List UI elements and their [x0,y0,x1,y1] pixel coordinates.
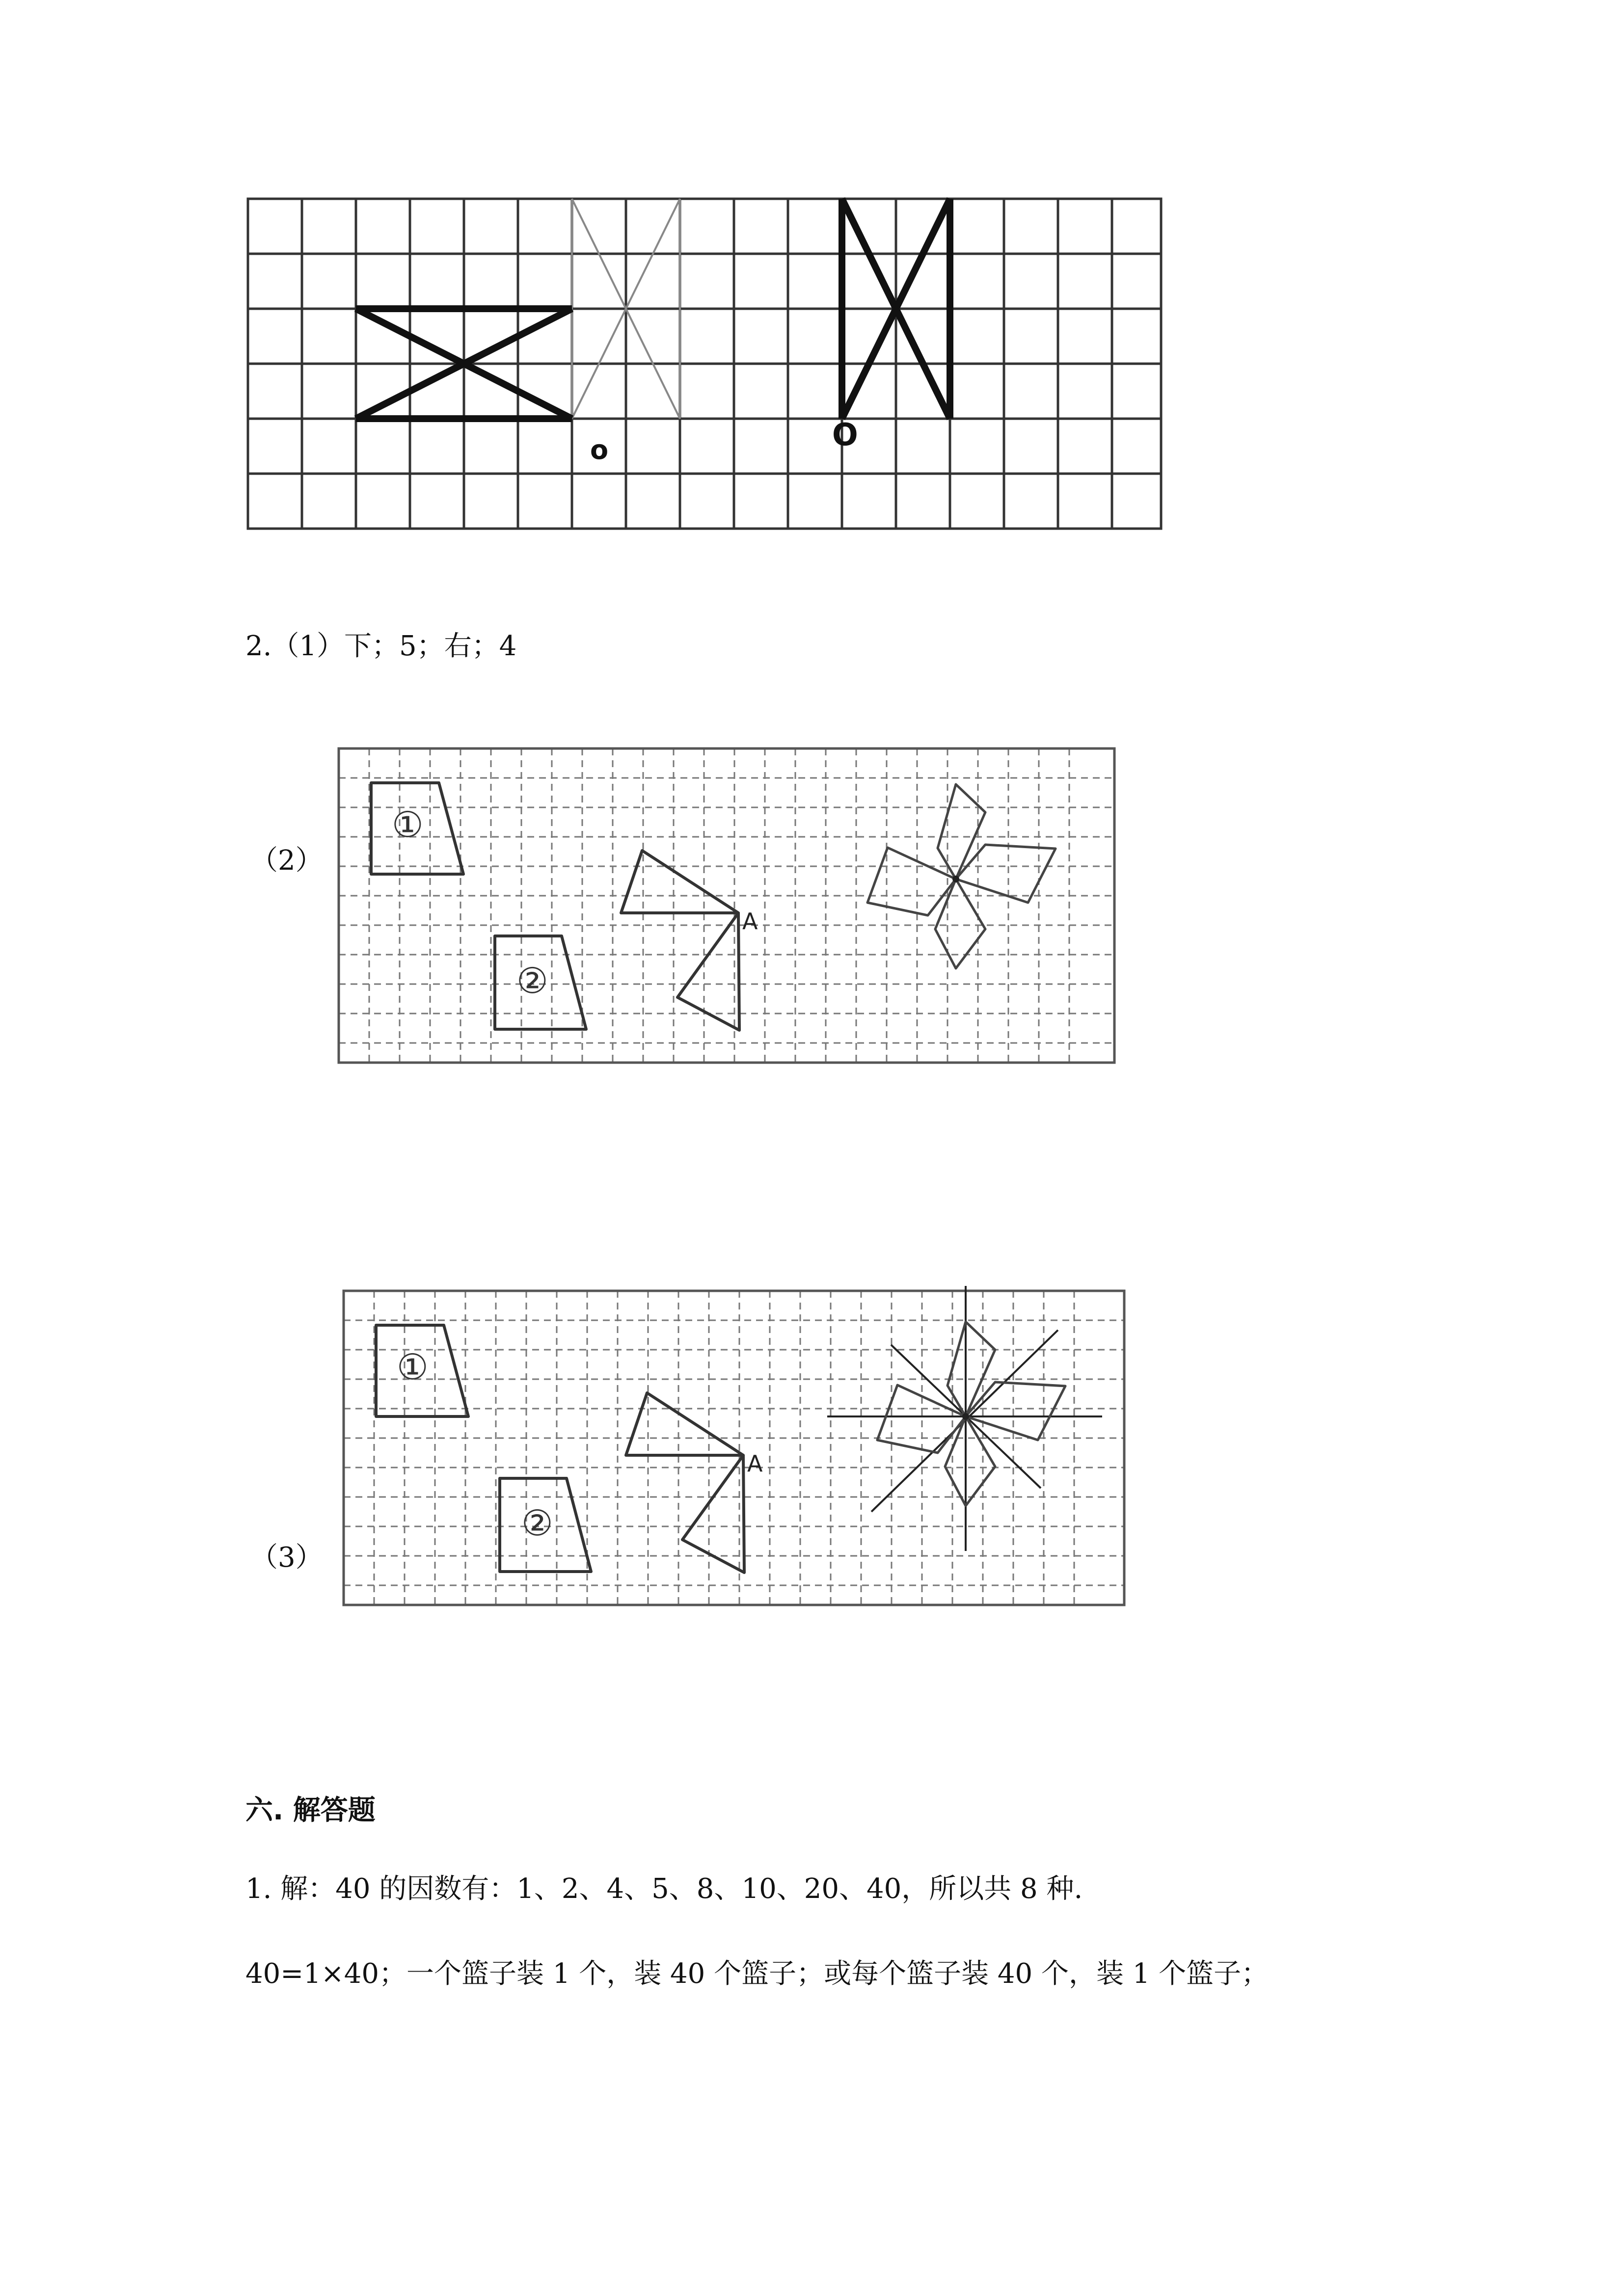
trapezoid-1-number: ① [392,804,424,845]
figure-3-grid [339,1286,1129,1610]
answer-2-1: 2.（1）下；5；右；4 [245,630,517,662]
triangle-upper [626,1393,743,1455]
trapezoid-2-number: ② [516,960,548,1001]
answer-6-1-line-1: 1. 解：40 的因数有：1、2、4、5、8、10、20、40，所以共 8 种. [245,1873,1083,1905]
flower-center [952,876,959,882]
trapezoid-1-number: ① [397,1346,429,1388]
triangle-upper [621,851,738,913]
label-point-o-large: O [832,417,858,453]
point-a-label: A [747,1450,763,1477]
triangle-lower [682,1455,744,1573]
section-6-title: 六. 解答题 [245,1794,376,1826]
grid-lines [248,199,1161,529]
answer-6-1-line-2: 40=1×40；一个篮子装 1 个，装 40 个篮子；或每个篮子装 40 个，装 1 个篮子； [245,1958,1269,1990]
label-point-o-small: o [590,434,609,465]
figure-2-grid [334,744,1119,1068]
label-part-3: （3） [250,1542,323,1574]
triangle-lower [677,913,739,1030]
point-a-label: A [742,908,758,934]
trapezoid-2-number: ② [521,1502,553,1544]
flower-center [962,1413,969,1420]
figure-1-grid [241,194,1173,542]
flower-figure [867,784,1056,968]
label-part-2: （2） [250,845,323,877]
